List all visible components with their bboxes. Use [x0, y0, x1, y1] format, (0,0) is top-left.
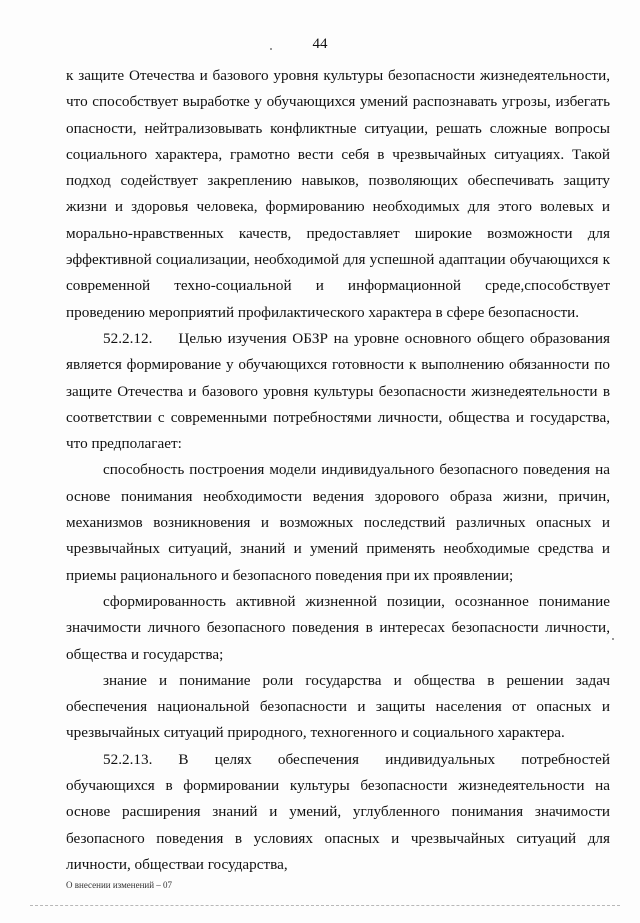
page-number: 44 — [312, 36, 328, 52]
paragraph-text: Целью изучения ОБЗР на уровне основного общего образования является формирование у обучающихся готовности к выполнению обязанности по защите Отечества и базового уровня культуры безопасности жизнедеятельности в соответствии с современными потребностями личности, общества и государства, что предполагает: — [66, 329, 610, 453]
scan-speck — [270, 48, 272, 50]
paragraph-text: сформированность активной жизненной позиции, осознанное понимание значимости личного безопасного поведения в интересах безопасности личности, общества и государства; — [66, 592, 610, 663]
clause-number: 52.2.13. — [103, 750, 153, 768]
clause-number: 52.2.12. — [103, 329, 153, 347]
scan-speck — [612, 638, 614, 640]
footer-note: О внесении изменений – 07 — [66, 880, 173, 890]
list-item-3 — [66, 668, 610, 747]
paragraph-text: к защите Отечества и базового уровня культуры безопасности жизнедеятельности, что способствует выработке у обучающихся умений распознавать угрозы, избегать опасности, нейтрализовывать конфликтные ситуации, решать сложные вопросы социального характера, грамотно вести себя в чрезвычайных ситуациях. Такой подход содействует закреплению навыков, позволяющих обеспечивать защиту жизни и здоровья человека, формированию необходимых для этого волевых и морально-нравственных качеств, предоставляет широкие возможности для эффективной социализации, необходимой для успешной адаптации обучающихся к современной техно-социальной и информационной среде,способствует проведению мероприятий профилактического характера в сфере безопасности. — [66, 67, 610, 321]
paragraph-text: знание и понимание роли государства и общества в решении задач обеспечения национальной безопасности и защиты населения от опасных и чрезвычайных ситуаций природного, техногенного и социального характера. — [66, 671, 610, 742]
paragraph-clause-52-2-13 — [66, 747, 610, 878]
list-item-1 — [66, 457, 610, 588]
paragraph-text: В целях обеспечения индивидуальных потребностей обучающихся в формировании культуры безопасности жизнедеятельности на основе расширения знаний и умений, углубленного понимания значимости безопасного поведения в условиях опасных и чрезвычайных ситуаций для личности, обществаи государства, — [66, 750, 610, 873]
body-text — [66, 63, 610, 878]
paragraph-clause-52-2-12 — [66, 326, 610, 457]
paragraph-text: способность построения модели индивидуального безопасного поведения на основе понимания необходимости ведения здорового образа жизни, причин, механизмов возникновения и возможных последствий различных опасных и чрезвычайных ситуаций, знаний и умений применять необходимые средства и приемы рационального и безопасного поведения при их проявлении; — [66, 461, 610, 584]
scan-artifact-line — [30, 905, 620, 906]
paragraph-continuation — [66, 63, 610, 326]
list-item-2 — [66, 589, 610, 668]
